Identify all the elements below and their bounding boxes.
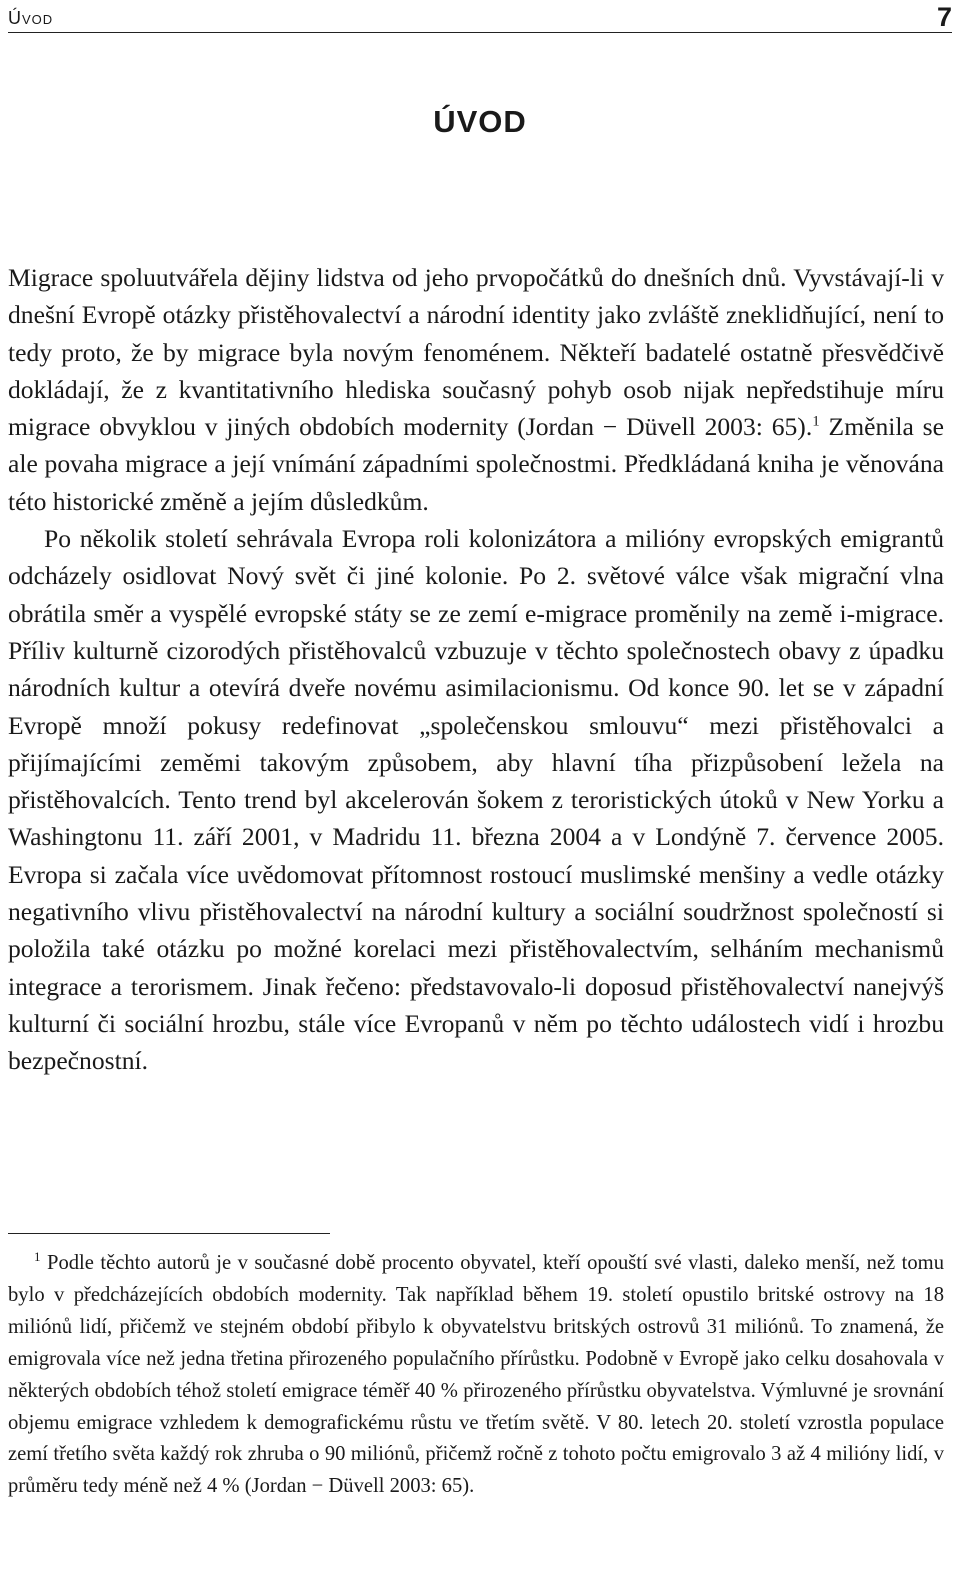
page-number: 7 — [936, 2, 952, 32]
chapter-title: ÚVOD — [433, 104, 527, 139]
running-head — [8, 2, 952, 33]
footnote-text: Podle těchto autorů je v současné době procento obyvatel, kteří opouští své vlasti, daleko menší, než tomu bylo v předcházejících obdobích modernity. Tak například během 19. století opustilo britské ostrovy na 18 miliónů lidí, přičemž ve stejném období přibylo k obyvatelstvu britských ostrovů 31 miliónů. To znamená, že emigrovala více než jedna třetina přirozeného populačního přírůstku. Podobně v Evropě jako celku dosahovala v některých obdobích téhož století emigrace téměř 40 % přirozeného přírůstku obyvatelstva. Výmluvné je srovnání objemu emigrace vzhledem k demografickému růstu ve třetím světě. V 80. letech 20. století vzrostla populace zemí třetího světa každý rok zhruba o 90 miliónů, přičemž ročně z tohoto počtu emigrovalo 3 až 4 milióny lidí, v průměru tedy méně než 4 % (Jordan − Düvell 2003: 65). — [8, 1252, 944, 1498]
body-text — [8, 259, 944, 1080]
footnote-reference[interactable]: 1 — [812, 413, 820, 430]
paragraph-1-text: Migrace spoluutvářela dějiny lidstva od jeho prvopočátků do dnešních dnů. Vyvstávají-li v dnešní Evropě otázky přistěhovalectví a národní identity jako zvláště zneklidňující, není to tedy proto, že by migrace byla novým fenoménem. Někteří badatelé ostatně přesvědčivě dokládají, že z kvantitativního hlediska současný pohyb osob nijak nepředstihuje míru migrace obvyklou v jiných obdobích modernity (Jordan − Düvell 2003: 65). — [8, 263, 944, 442]
footnote-divider — [8, 1233, 330, 1234]
footnote-1 — [8, 1248, 944, 1503]
footnote-marker: 1 — [34, 1249, 41, 1265]
footnote — [8, 1248, 944, 1503]
paragraph-2: Po několik století sehrávala Evropa roli kolonizátora a milióny evropských emigrantů odcházely osidlovat Nový svět či jiné kolonie. Po 2. světové válce však migrační vlna obrátila směr a vyspělé evropské státy se ze zemí e-migrace proměnily na země i-migrace. Příliv kulturně cizorodých přistěhovalců vzbuzuje v těchto společnostech obavy z úpadku národních kultur a otevírá dveře novému asimilacionismu. Od konce 90. let se v západní Evropě množí pokusy redefinovat „společenskou smlouvu“ mezi přistěhovalci a přijímajícími zeměmi takovým způsobem, aby hlavní tíha přizpůsobení ležela na přistěhovalcích. Tento trend byl akcelerován šokem z teroristických útoků v New Yorku a Washingtonu 11. září 2001, v Madridu 11. března 2004 a v Londýně 7. července 2005. Evropa si začala více uvědomovat přítomnost rostoucí muslimské menšiny a vedle otázky negativního vlivu přistěhovalectví na národní kultury a sociální soudržnost společností si položila také otázku po možné korelaci mezi přistěhovalectvím, selháním mechanismů integrace a terorismem. Jinak řečeno: představovalo-li doposud přistěhovalectví nanejvýš kulturní či sociální hrozbu, stále více Evropanů v něm po těchto událostech vidí i hrozbu bezpečnostní. — [8, 524, 944, 1076]
paragraph-1 — [8, 259, 944, 520]
running-head-title: Úvod — [8, 8, 54, 28]
paragraph-1-text-continued: Změnila se ale povaha migrace a její vnímání západními společnostmi. Předkládaná kniha je věnována této historické změně a jejím důsledkům. — [8, 412, 944, 516]
